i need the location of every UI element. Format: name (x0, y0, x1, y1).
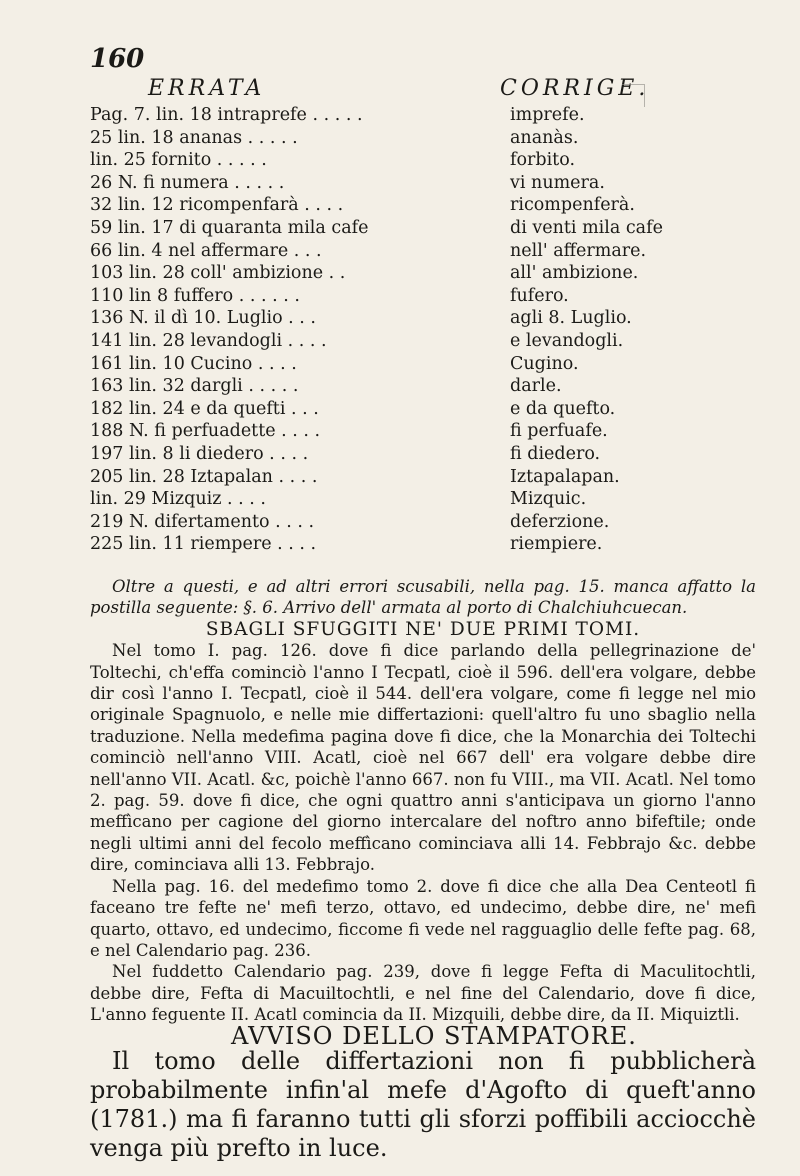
errata-error: 59 lin. 17 di quaranta mila cafe (90, 217, 369, 238)
errata-correction: fi perfuafe. (510, 421, 608, 442)
errata-correction: fi diedero. (510, 443, 601, 464)
errata-error: 26 N. fi numera . . . . . (90, 172, 285, 193)
paragraph-3: Nel fuddetto Calendario pag. 239, dove fi legge Fefta di Maculitochtli, debbe dire, Fefta di Macuiltochtli, e nel fine del Calendario, dove fi dice, L'anno feguente II. Acatl comincia da II. Mizquili, debbe dire, da II. Miquiztli. (90, 962, 756, 1025)
errata-correction: darle. (510, 376, 562, 397)
errata-row (90, 194, 770, 217)
paragraph-2: Nella pag. 16. del medefimo tomo 2. dove fi dice che alla Dea Centeotl fi faceano tre fefte ne' mefi terzo, ottavo, ed undecimo, debbe dire, ne' mefi quarto, ottavo, ed undecimo, ficcome fi vede nel ragguaglio delle fefte pag. 68, e nel Calendario pag. 236. (90, 876, 756, 960)
errata-correction: nell' affermare. (510, 240, 647, 261)
errata-row (90, 443, 770, 466)
errata-row (90, 330, 770, 353)
errata-correction: agli 8. Luglio. (510, 308, 632, 329)
errata-row (90, 285, 770, 308)
errata-error: 136 N. il dì 10. Luglio . . . (90, 308, 316, 329)
errata-error: 66 lin. 4 nel affermare . . . (90, 240, 322, 261)
errata-error: 110 lin 8 fuffero . . . . . . (90, 285, 300, 306)
errata-error: 161 lin. 10 Cucino . . . . (90, 353, 297, 374)
errata-row (90, 172, 770, 195)
errata-row (90, 375, 770, 398)
errata-row (90, 488, 770, 511)
errata-header: ERRATA (148, 76, 266, 101)
errata-row (90, 104, 770, 127)
page-number: 160 (90, 44, 145, 74)
errata-error: 32 lin. 12 ricompenfarà . . . . (90, 195, 344, 216)
intro-paragraph: Oltre a questi, e ad altri errori scusabili, nella pag. 15. manca affatto la postilla seguente: §. 6. Arrivo dell' armata al porto di Chalchiuhcuecan. (90, 577, 756, 618)
errata-correction: deferzione. (510, 511, 610, 532)
errata-row (90, 466, 770, 489)
errata-correction: Mizquic. (510, 489, 587, 510)
errata-error: 219 N. difertamento . . . . (90, 511, 315, 532)
errata-row (90, 353, 770, 376)
errata-correction: ricompenferà. (510, 195, 635, 216)
errata-row (90, 511, 770, 534)
errata-correction: all' ambizione. (510, 263, 639, 284)
errata-error: Pag. 7. lin. 18 intraprefe . . . . . (90, 105, 363, 125)
errata-error: lin. 25 fornito . . . . . (90, 150, 267, 171)
errata-row (90, 262, 770, 285)
errata-error: 197 lin. 8 li diedero . . . . (90, 443, 309, 464)
paragraph-1: Nel tomo I. pag. 126. dove fi dice parlando della pellegrinazione de' Toltechi, ch'effa cominciò l'anno I Tecpatl, cioè il 596. dell'era volgare, debbe dir così l'anno I. Tecpatl, cioè il 544. dell'era volgare, come fi legge nel mio originale Spagnuolo, e nelle mie differtazioni: quell'altro fu uno sbaglio nella traduzione. Nella medefima pagina dove fi dice, che la Monarchia dei Toltechi cominciò nell'anno VIII. Acatl, cioè nel 667 dell' era volgare debbe dire nell'anno VII. Acatl. &c, poichè l'anno 667. non fu VIII., ma VII. Acatl. Nel tomo 2. pag. 59. dove fi dice, che ogni quattro anni s'anticipava un giorno l'anno meffìcano per cagione del giorno intercalare del noftro anno bifeftile; onde negli ultimi anni del fecolo meffìcano cominciava alli 14. Febbrajo &c. debbe dire, cominciava alli 13. Febbrajo. (90, 641, 756, 875)
errata-correction: e da quefto. (510, 398, 616, 419)
errata-row (90, 420, 770, 443)
errata-correction: forbito. (510, 150, 576, 171)
errata-error: 205 lin. 28 Iztapalan . . . . (90, 466, 318, 487)
errata-row (90, 217, 770, 240)
errata-correction: di venti mila cafe (510, 217, 663, 238)
errata-row (90, 533, 770, 556)
errata-correction: Cugino. (510, 353, 579, 374)
errata-row (90, 398, 770, 421)
errata-correction: fufero. (510, 285, 569, 306)
errata-error: 141 lin. 28 levandogli . . . . (90, 330, 327, 351)
errata-error: 103 lin. 28 coll' ambizione . . (90, 263, 346, 284)
errata-error: 163 lin. 32 dargli . . . . . (90, 376, 299, 397)
prose-block (90, 576, 756, 1163)
errata-row (90, 307, 770, 330)
errata-table (90, 104, 770, 556)
avviso-paragraph: Il tomo delle differtazioni non fi pubblicherà probabilmente infin'al mefe d'Agofto di queft'anno (1781.) ma fi faranno tutti gli sforzi poffibili acciocchè venga più prefto in luce. (90, 1046, 756, 1162)
errata-correction: Iztapalapan. (510, 466, 620, 487)
errata-error: 225 lin. 11 riempere . . . . (90, 534, 317, 555)
errata-correction: imprefe. (510, 105, 585, 125)
errata-correction: e levandogli. (510, 330, 624, 351)
errata-correction: riempiere. (510, 534, 603, 555)
section-title-sbagli: SBAGLI SFUGGITI NE' DUE PRIMI TOMI. (205, 618, 641, 640)
errata-error: 25 lin. 18 ananas . . . . . (90, 127, 298, 148)
section-title-avviso: AVVISO DELLO STAMPATORE. (231, 1021, 637, 1050)
errata-error: 182 lin. 24 e da quefti . . . (90, 398, 319, 419)
errata-row (90, 149, 770, 172)
corrige-header: CORRIGE. (500, 76, 650, 101)
errata-row (90, 240, 770, 263)
errata-error: lin. 29 Mizquiz . . . . (90, 489, 266, 510)
errata-row (90, 127, 770, 150)
errata-correction: vi numera. (510, 172, 605, 193)
errata-error: 188 N. fi perfuadette . . . . (90, 421, 321, 442)
errata-correction: ananàs. (510, 127, 579, 148)
